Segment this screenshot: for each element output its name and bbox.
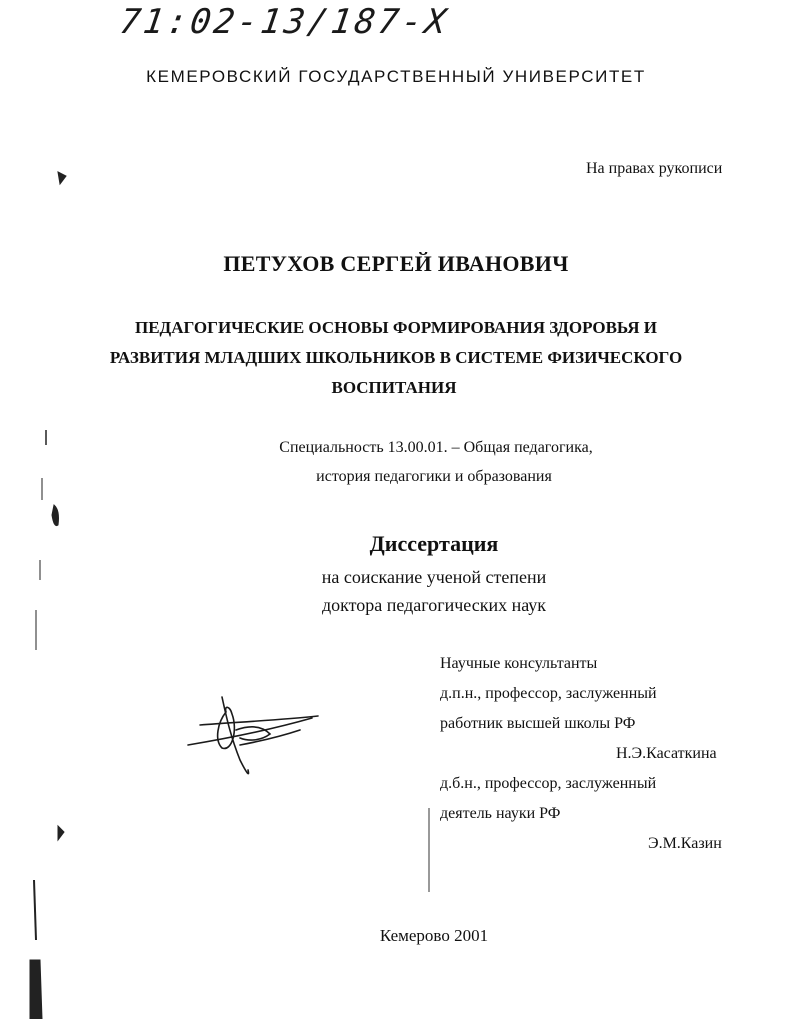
specialty-line-2: история педагогики и образования: [316, 468, 552, 485]
specialty-line-1: Специальность 13.00.01. – Общая педагогика,: [279, 439, 593, 456]
consultant-2-title-cont: деятель науки РФ: [440, 805, 561, 822]
consultant-1-name: Н.Э.Касаткина: [616, 745, 717, 762]
city-year: Кемерово 2001: [379, 926, 489, 945]
rights-note: На правах рукописи: [586, 160, 723, 177]
consultant-1-title-cont: работник высшей школы РФ: [440, 715, 636, 732]
archive-stamp: 71:02-13/187-X: [117, 2, 452, 42]
consultant-2-title: д.б.н., профессор, заслуженный: [440, 775, 657, 792]
university-name: КЕМЕРОВСКИЙ ГОСУДАРСТВЕННЫЙ УНИВЕРСИТЕТ: [146, 67, 646, 86]
title-line-1: ПЕДАГОГИЧЕСКИЕ ОСНОВЫ ФОРМИРОВАНИЯ ЗДОРОВЬЯ И: [134, 318, 658, 337]
author-name: ПЕТУХОВ СЕРГЕЙ ИВАНОВИЧ: [223, 251, 569, 276]
document-type: Диссертация: [369, 531, 499, 556]
degree-line-2: доктора педагогических наук: [321, 595, 547, 615]
consultants-heading: Научные консультанты: [440, 655, 598, 672]
consultant-2-name: Э.М.Казин: [648, 835, 722, 852]
degree-line-1: на соискание ученой степени: [321, 567, 547, 587]
title-line-3: ВОСПИТАНИЯ: [331, 378, 457, 397]
consultant-1-title: д.п.н., профессор, заслуженный: [440, 685, 657, 702]
title-line-2: РАЗВИТИЯ МЛАДШИХ ШКОЛЬНИКОВ В СИСТЕМЕ ФИЗИЧЕСКОГО: [109, 348, 683, 367]
handwritten-signature: [188, 697, 318, 774]
